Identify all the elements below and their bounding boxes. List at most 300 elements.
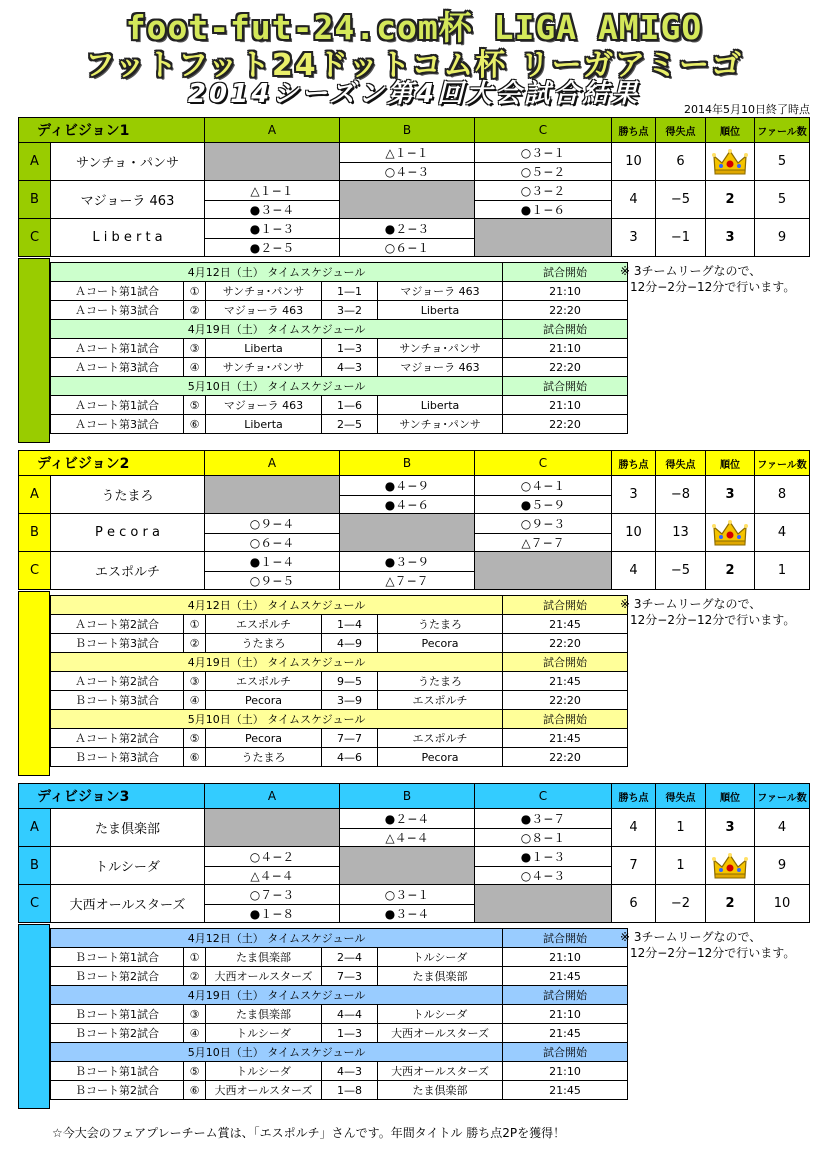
court: Ａコート第1試合 [51, 282, 184, 301]
game-number: ① [184, 948, 206, 967]
court: Ｂコート第2試合 [51, 1024, 184, 1043]
result-cell [205, 885, 340, 923]
schedule-day-title: 4月19日（土） タイムスケジュール [51, 986, 503, 1005]
away-team: エスポルチ [378, 691, 503, 710]
column-header: 得失点 [656, 784, 706, 809]
result-cell [340, 476, 475, 514]
game-number: ① [184, 282, 206, 301]
schedule-day-title: 4月12日（土） タイムスケジュール [51, 929, 503, 948]
court: Ａコート第2試合 [51, 729, 184, 748]
team-letter: C [19, 885, 51, 923]
kickoff-time: 21:10 [503, 1005, 628, 1024]
crown-icon [712, 148, 748, 176]
schedule-day-header [51, 263, 628, 282]
goal-diff: −5 [656, 181, 706, 219]
schedule-day-header [51, 1043, 628, 1062]
game-number: ④ [184, 691, 206, 710]
kickoff-header: 試合開始 [503, 929, 628, 948]
team-letter: C [19, 219, 51, 257]
court: Ｂコート第3試合 [51, 634, 184, 653]
points: 10 [612, 143, 656, 181]
result-cell [475, 809, 612, 847]
schedule-day-header [51, 320, 628, 339]
kickoff-header: 試合開始 [503, 1043, 628, 1062]
away-team: Liberta [378, 301, 503, 320]
team-letter: B [19, 181, 51, 219]
schedule-game-row [51, 282, 628, 301]
kickoff-time: 21:45 [503, 1024, 628, 1043]
result-leg-2: ●３−４ [205, 200, 339, 218]
schedule-side-strip [18, 258, 50, 443]
result-leg-1: ●３−７ [520, 811, 566, 826]
column-header: C [475, 118, 612, 143]
fair-play-note: ☆今大会のフェアプレーチーム賞は、「エスポルチ」さんです。年間タイトル 勝ち点2Pを獲得！ [52, 1126, 566, 1140]
result-leg-2: ○５−２ [475, 162, 611, 180]
game-number: ⑤ [184, 396, 206, 415]
team-name: 大西オールスターズ [51, 885, 205, 923]
court: Ａコート第3試合 [51, 358, 184, 377]
league-format-note [620, 596, 795, 628]
points: 3 [612, 476, 656, 514]
team-row [19, 476, 810, 514]
crown-icon [712, 852, 748, 880]
result-leg-2: ●３−４ [340, 904, 474, 922]
fouls: 9 [755, 847, 810, 885]
result-cell [340, 219, 475, 257]
away-team: たま倶楽部 [378, 1081, 503, 1100]
goal-diff: 1 [656, 847, 706, 885]
kickoff-header: 試合開始 [503, 263, 628, 282]
team-name: たま倶楽部 [51, 809, 205, 847]
result-cell [205, 219, 340, 257]
game-number: ① [184, 615, 206, 634]
goal-diff: −2 [656, 885, 706, 923]
court: Ｂコート第2試合 [51, 967, 184, 986]
game-number: ② [184, 967, 206, 986]
title-english: foot-fut-24.com杯 LIGA AMIGO [125, 8, 703, 47]
result-cell [205, 514, 340, 552]
schedule-game-row [51, 358, 628, 377]
result-leg-1: ○７−３ [249, 887, 295, 902]
standings-table [18, 450, 810, 590]
kickoff-time: 22:20 [503, 358, 628, 377]
kickoff-time: 22:20 [503, 691, 628, 710]
schedule-side-strip [18, 924, 50, 1109]
as-of-date: 2014年5月10日終了時点 [684, 103, 810, 116]
goal-diff: −8 [656, 476, 706, 514]
game-number: ③ [184, 672, 206, 691]
game-score: 1—3 [322, 1024, 378, 1043]
away-team: うたまろ [378, 615, 503, 634]
away-team: うたまろ [378, 672, 503, 691]
schedule-day-title: 5月10日（土） タイムスケジュール [51, 710, 503, 729]
result-leg-1: ●４−９ [384, 478, 430, 493]
home-team: サンチョ･パンサ [206, 282, 322, 301]
team-name: トルシーダ [51, 847, 205, 885]
note-line-1: ※ 3チームリーグなので、 [620, 930, 762, 944]
points: 4 [612, 552, 656, 590]
result-leg-2: △７−７ [475, 533, 611, 551]
column-header: 勝ち点 [612, 784, 656, 809]
schedule-day-title: 4月19日（土） タイムスケジュール [51, 320, 503, 339]
home-team: Liberta [206, 339, 322, 358]
game-score: 3—2 [322, 301, 378, 320]
points: 7 [612, 847, 656, 885]
team-row [19, 219, 810, 257]
result-leg-2: ●２−５ [205, 238, 339, 256]
note-line-1: ※ 3チームリーグなので、 [620, 264, 762, 278]
kickoff-time: 22:20 [503, 415, 628, 434]
self-cell [340, 847, 475, 885]
standings-table [18, 783, 810, 923]
result-leg-1: △１−１ [385, 145, 429, 160]
self-cell [205, 476, 340, 514]
goal-diff: 13 [656, 514, 706, 552]
self-cell [205, 143, 340, 181]
schedule-game-row [51, 948, 628, 967]
column-header: 勝ち点 [612, 451, 656, 476]
team-row [19, 552, 810, 590]
fouls: 4 [755, 809, 810, 847]
kickoff-time: 21:45 [503, 967, 628, 986]
result-cell [475, 143, 612, 181]
result-leg-1: ●２−４ [384, 811, 430, 826]
schedule-day-header [51, 596, 628, 615]
home-team: Liberta [206, 415, 322, 434]
result-cell [205, 552, 340, 590]
game-score: 4—4 [322, 1005, 378, 1024]
game-number: ⑥ [184, 748, 206, 767]
team-row [19, 143, 810, 181]
team-row [19, 847, 810, 885]
home-team: Pecora [206, 691, 322, 710]
fouls: 5 [755, 181, 810, 219]
team-row [19, 885, 810, 923]
result-leg-2: ○４−３ [475, 866, 611, 884]
result-leg-1: ○３−２ [520, 183, 566, 198]
schedule-game-row [51, 729, 628, 748]
team-row [19, 181, 810, 219]
self-cell [475, 885, 612, 923]
points: 3 [612, 219, 656, 257]
kickoff-time: 21:45 [503, 615, 628, 634]
goal-diff: −1 [656, 219, 706, 257]
schedule-game-row [51, 748, 628, 767]
team-name: P e c o r a [51, 514, 205, 552]
schedule-game-row [51, 1081, 628, 1100]
game-score: 7—3 [322, 967, 378, 986]
result-cell [475, 181, 612, 219]
home-team: サンチョ･パンサ [206, 358, 322, 377]
column-header: C [475, 451, 612, 476]
kickoff-time: 21:10 [503, 282, 628, 301]
schedule-game-row [51, 1024, 628, 1043]
goal-diff: −5 [656, 552, 706, 590]
result-leg-1: ○３−１ [384, 887, 430, 902]
kickoff-header: 試合開始 [503, 710, 628, 729]
schedule-game-row [51, 1062, 628, 1081]
result-leg-2: △７−７ [340, 571, 474, 589]
schedule-game-row [51, 967, 628, 986]
rank-cell [706, 514, 755, 552]
game-score: 3—9 [322, 691, 378, 710]
game-number: ⑥ [184, 415, 206, 434]
schedule-game-row [51, 301, 628, 320]
column-header: A [205, 784, 340, 809]
result-cell [340, 885, 475, 923]
home-team: エスポルチ [206, 672, 322, 691]
game-number: ② [184, 634, 206, 653]
game-score: 4—9 [322, 634, 378, 653]
result-cell [340, 809, 475, 847]
game-score: 7—7 [322, 729, 378, 748]
away-team: Liberta [378, 396, 503, 415]
result-leg-1: ○４−１ [520, 478, 566, 493]
note-line-2: 12分−2分−12分で行います。 [630, 946, 796, 960]
result-cell [340, 143, 475, 181]
schedule-day-header [51, 929, 628, 948]
column-header: ファール数 [755, 451, 810, 476]
team-name: L i b e r t a [51, 219, 205, 257]
self-cell [340, 181, 475, 219]
rank-cell [706, 143, 755, 181]
result-leg-2: ○９−５ [205, 571, 339, 589]
column-header: 順位 [706, 784, 755, 809]
away-team: Pecora [378, 634, 503, 653]
result-cell [475, 847, 612, 885]
kickoff-time: 21:10 [503, 948, 628, 967]
result-leg-2: ○８−１ [475, 828, 611, 846]
home-team: トルシーダ [206, 1024, 322, 1043]
court: Ａコート第1試合 [51, 396, 184, 415]
goal-diff: 6 [656, 143, 706, 181]
schedule-day-title: 4月19日（土） タイムスケジュール [51, 653, 503, 672]
result-leg-2: ●５−９ [475, 495, 611, 513]
home-team: トルシーダ [206, 1062, 322, 1081]
game-number: ② [184, 301, 206, 320]
home-team: うたまろ [206, 748, 322, 767]
league-format-note [620, 263, 795, 295]
kickoff-time: 21:45 [503, 672, 628, 691]
points: 4 [612, 181, 656, 219]
kickoff-time: 21:10 [503, 339, 628, 358]
team-row [19, 809, 810, 847]
court: Ｂコート第1試合 [51, 1062, 184, 1081]
away-team: 大西オールスターズ [378, 1024, 503, 1043]
rank-cell: 3 [706, 476, 755, 514]
result-leg-1: ●１−４ [249, 554, 295, 569]
column-header: B [340, 451, 475, 476]
standings-table [18, 117, 810, 257]
court: Ａコート第3試合 [51, 301, 184, 320]
column-header: ファール数 [755, 118, 810, 143]
team-row [19, 514, 810, 552]
team-name: うたまろ [51, 476, 205, 514]
court: Ｂコート第3試合 [51, 691, 184, 710]
game-score: 2—5 [322, 415, 378, 434]
self-cell [475, 219, 612, 257]
kickoff-time: 22:20 [503, 301, 628, 320]
result-leg-2: ●１−８ [205, 904, 339, 922]
rank-cell: 2 [706, 181, 755, 219]
result-leg-1: ○９−３ [520, 516, 566, 531]
result-leg-2: ○６−４ [205, 533, 339, 551]
result-leg-2: △４−４ [340, 828, 474, 846]
result-cell [475, 476, 612, 514]
crown-icon [712, 519, 748, 547]
schedule-day-header [51, 710, 628, 729]
note-line-1: ※ 3チームリーグなので、 [620, 597, 762, 611]
kickoff-time: 21:10 [503, 1062, 628, 1081]
game-number: ③ [184, 339, 206, 358]
schedule-game-row [51, 415, 628, 434]
home-team: たま倶楽部 [206, 1005, 322, 1024]
division-name: ディビジョン1 [19, 118, 205, 143]
column-header: ファール数 [755, 784, 810, 809]
home-team: マジョーラ 463 [206, 301, 322, 320]
column-header: B [340, 118, 475, 143]
game-score: 4—6 [322, 748, 378, 767]
result-leg-1: ●１−３ [249, 221, 295, 236]
kickoff-header: 試合開始 [503, 986, 628, 1005]
result-cell [205, 847, 340, 885]
kickoff-header: 試合開始 [503, 596, 628, 615]
away-team: トルシーダ [378, 1005, 503, 1024]
kickoff-time: 22:20 [503, 748, 628, 767]
note-line-2: 12分−2分−12分で行います。 [630, 280, 796, 294]
game-number: ③ [184, 1005, 206, 1024]
team-letter: A [19, 809, 51, 847]
column-header: 得失点 [656, 118, 706, 143]
column-header: 得失点 [656, 451, 706, 476]
team-name: エスポルチ [51, 552, 205, 590]
points: 6 [612, 885, 656, 923]
game-number: ⑤ [184, 1062, 206, 1081]
points: 10 [612, 514, 656, 552]
away-team: Pecora [378, 748, 503, 767]
game-score: 4—3 [322, 1062, 378, 1081]
fouls: 10 [755, 885, 810, 923]
home-team: 大西オールスターズ [206, 967, 322, 986]
home-team: うたまろ [206, 634, 322, 653]
game-number: ④ [184, 358, 206, 377]
court: Ｂコート第3試合 [51, 748, 184, 767]
away-team: マジョーラ 463 [378, 282, 503, 301]
home-team: マジョーラ 463 [206, 396, 322, 415]
result-leg-2: ○６−１ [340, 238, 474, 256]
kickoff-time: 21:45 [503, 1081, 628, 1100]
game-score: 1—4 [322, 615, 378, 634]
fouls: 5 [755, 143, 810, 181]
game-score: 1—3 [322, 339, 378, 358]
schedule-game-row [51, 634, 628, 653]
court: Ｂコート第2試合 [51, 1081, 184, 1100]
kickoff-time: 21:45 [503, 729, 628, 748]
column-header: C [475, 784, 612, 809]
schedule-day-title: 4月12日（土） タイムスケジュール [51, 263, 503, 282]
kickoff-header: 試合開始 [503, 653, 628, 672]
note-line-2: 12分−2分−12分で行います。 [630, 613, 796, 627]
away-team: マジョーラ 463 [378, 358, 503, 377]
away-team: エスポルチ [378, 729, 503, 748]
fouls: 8 [755, 476, 810, 514]
schedule-table [50, 928, 628, 1100]
column-header: 勝ち点 [612, 118, 656, 143]
away-team: 大西オールスターズ [378, 1062, 503, 1081]
result-cell [475, 514, 612, 552]
team-name: サンチョ・パンサ [51, 143, 205, 181]
court: Ａコート第1試合 [51, 339, 184, 358]
rank-cell: 3 [706, 809, 755, 847]
goal-diff: 1 [656, 809, 706, 847]
division-name: ディビジョン3 [19, 784, 205, 809]
court: Ｂコート第1試合 [51, 1005, 184, 1024]
court: Ａコート第2試合 [51, 615, 184, 634]
kickoff-time: 22:20 [503, 634, 628, 653]
result-leg-1: ●２−３ [384, 221, 430, 236]
schedule-day-header [51, 377, 628, 396]
schedule-day-header [51, 653, 628, 672]
schedule-game-row [51, 615, 628, 634]
home-team: たま倶楽部 [206, 948, 322, 967]
game-score: 9—5 [322, 672, 378, 691]
result-leg-1: ○４−２ [249, 849, 295, 864]
game-score: 1—8 [322, 1081, 378, 1100]
schedule-game-row [51, 691, 628, 710]
game-number: ⑥ [184, 1081, 206, 1100]
schedule-day-title: 5月10日（土） タイムスケジュール [51, 377, 503, 396]
schedule-day-header [51, 986, 628, 1005]
home-team: 大西オールスターズ [206, 1081, 322, 1100]
title-japanese: フットフット24ドットコム杯 リーガアミーゴ [84, 48, 744, 83]
result-leg-2: ●４−６ [340, 495, 474, 513]
away-team: たま倶楽部 [378, 967, 503, 986]
team-letter: B [19, 847, 51, 885]
schedule-table [50, 262, 628, 434]
game-score: 1—6 [322, 396, 378, 415]
game-score: 4—3 [322, 358, 378, 377]
result-leg-2: ●１−６ [475, 200, 611, 218]
result-leg-1: ○９−４ [249, 516, 295, 531]
self-cell [340, 514, 475, 552]
team-letter: A [19, 476, 51, 514]
court: Ａコート第3試合 [51, 415, 184, 434]
kickoff-header: 試合開始 [503, 320, 628, 339]
result-leg-2: △４−４ [205, 866, 339, 884]
team-letter: C [19, 552, 51, 590]
fouls: 1 [755, 552, 810, 590]
kickoff-time: 21:10 [503, 396, 628, 415]
schedule-table [50, 595, 628, 767]
column-header: A [205, 451, 340, 476]
schedule-game-row [51, 339, 628, 358]
schedule-game-row [51, 672, 628, 691]
away-team: トルシーダ [378, 948, 503, 967]
court: Ａコート第2試合 [51, 672, 184, 691]
result-leg-1: ●３−９ [384, 554, 430, 569]
league-format-note [620, 929, 795, 961]
self-cell [205, 809, 340, 847]
schedule-day-title: 5月10日（土） タイムスケジュール [51, 1043, 503, 1062]
schedule-day-title: 4月12日（土） タイムスケジュール [51, 596, 503, 615]
game-number: ⑤ [184, 729, 206, 748]
kickoff-header: 試合開始 [503, 377, 628, 396]
result-cell [340, 552, 475, 590]
division-name: ディビジョン2 [19, 451, 205, 476]
column-header: B [340, 784, 475, 809]
game-number: ④ [184, 1024, 206, 1043]
home-team: エスポルチ [206, 615, 322, 634]
